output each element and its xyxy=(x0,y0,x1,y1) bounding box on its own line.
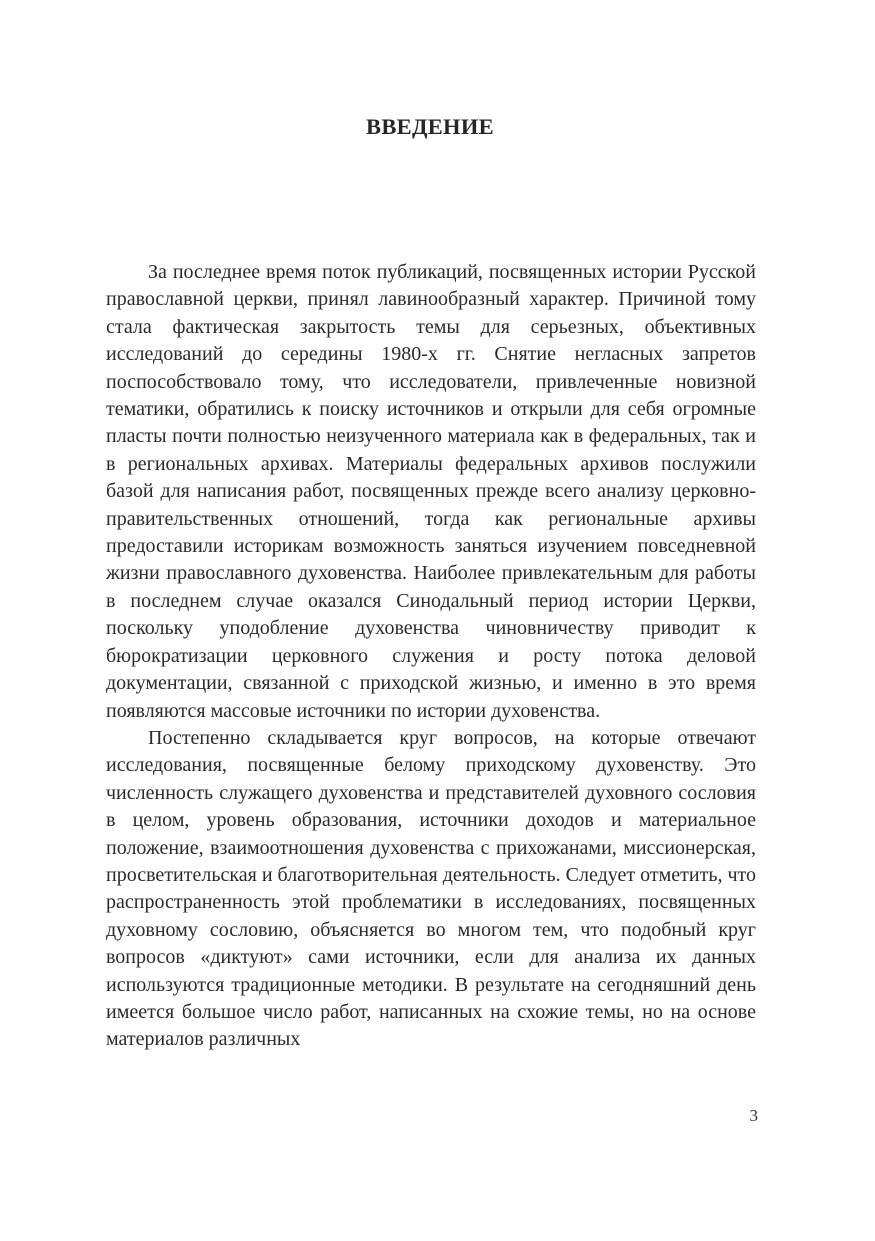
paragraph-2: Постепенно складывается круг вопросов, на которые отвечают исследования, посвященные белому приходскому духовенству. Это численность служащего духовенства и представителей духовного сословия в целом, уровень образования, источники доходов и материальное положение, взаимоотношения духовенства с прихожанами, миссионерская, просветительская и благотворительная деятельность. Следует отметить, что распространенность этой проблематики в исследованиях, посвященных духовному сословию, объясняется во многом тем, что подобный круг вопросов «диктуют» сами источники, если для анализа их данных используются традиционные методики. В результате на сегодняшний день имеется большое число работ, написанных на схожие темы, но на основе материалов различных xyxy=(106,726,756,1051)
page-number: 3 xyxy=(749,1106,758,1125)
page-title: ВВЕДЕНИЕ xyxy=(366,114,494,139)
body-text xyxy=(106,259,756,1054)
paragraph-1: За последнее время поток публикаций, посвященных истории Русской православной церкви, принял лавинообразный характер. Причиной тому стала фактическая закрытость темы для серьезных, объективных исследований до середины 1980-х гг. Снятие негласных запретов поспособствовало тому, что исследователи, привлеченные новизной тематики, обратились к поиску источников и открыли для себя огромные пласты почти полностью неизученного материала как в федеральных, так и в региональных архивах. Материалы федеральных архивов послужили базой для написания работ, посвященных прежде всего анализу церковно-правительственных отношений, тогда как региональные архивы предоставили историкам возможность заняться изучением повседневной жизни православного духовенства. Наиболее привлекательным для работы в последнем случае оказался Синодальный период истории Церкви, поскольку уподобление духовенства чиновничеству приводит к бюрократизации церковного служения и росту потока деловой документации, связанной с приходской жизнью, и именно в это время появляются массовые источники по истории духовенства. xyxy=(106,261,756,722)
